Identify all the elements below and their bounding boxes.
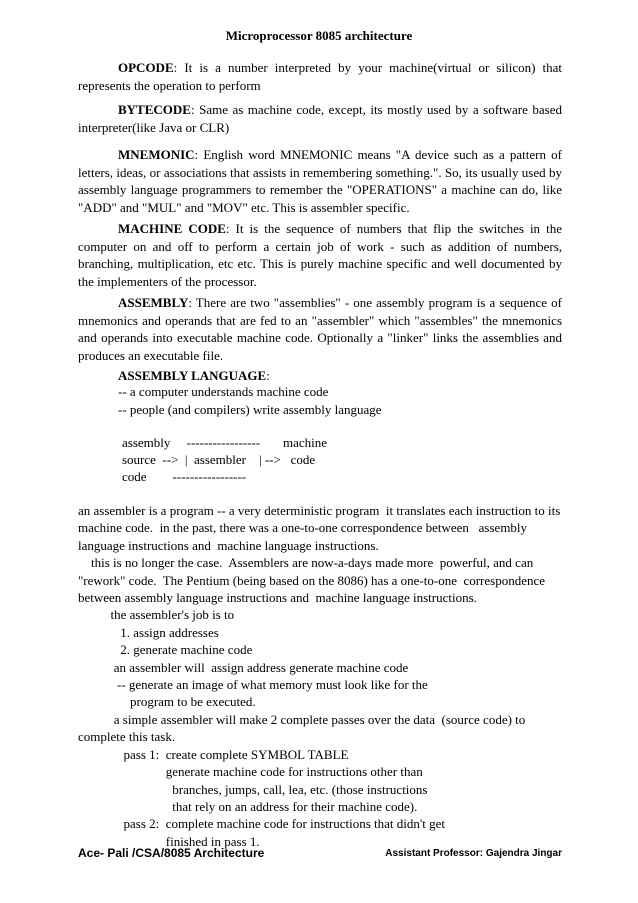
body-line: language instructions and machine language instructions. — [78, 537, 379, 553]
body-line: the assembler's job is to — [78, 607, 235, 623]
term-label: ASSEMBLY — [118, 295, 189, 310]
body-line: branches, jumps, call, lea, etc. (those instructions — [78, 781, 428, 797]
definition-assembly — [78, 294, 562, 364]
term-text: : There are two "assemblies" - one assembly program is a sequence of mnemonics and operands that are fed to an "assembler" which "assembles" the mnemonics and operands into executable machine code. Optionally a "linker" links the assemblies and produces an executable file. — [78, 295, 562, 363]
definition-bytecode — [78, 101, 562, 136]
footer-course: Ace- Pali /CSA/8085 Architecture — [78, 846, 265, 860]
definition-opcode — [78, 59, 562, 94]
body-line: machine code. in the past, there was a one-to-one correspondence between assembly — [78, 520, 528, 536]
body-line: pass 1: create complete SYMBOL TABLE — [78, 746, 349, 762]
page-footer — [78, 846, 562, 864]
diagram-row: source --> | assembler | --> code — [122, 452, 316, 467]
term-text: : English word MNEMONIC means "A device such as a pattern of letters, ideas, or associations that assists in remembering something.". So, its usually used by assembly language programmers to remember the "OPERATIONS" a machine can do, like "ADD" and "MUL" and "MOV" etc. This is assembler specific. — [78, 147, 562, 215]
body-line: program to be executed. — [78, 694, 256, 710]
body-line: "rework" code. The Pentium (being based on the 8086) has a one-to-one correspondence — [78, 572, 546, 588]
assembler-explanation — [78, 502, 578, 850]
body-line: this is no longer the case. Assemblers are now-a-days made more powerful, and can — [78, 555, 534, 571]
body-line: an assembler will assign address generate machine code — [78, 659, 409, 675]
section-heading: ASSEMBLY LANGUAGE — [118, 368, 267, 383]
body-line: finished in pass 1. — [78, 833, 260, 849]
definition-machine-code — [78, 220, 562, 290]
body-line: complete this task. — [78, 729, 176, 745]
body-line: generate machine code for instructions other than — [78, 764, 423, 780]
body-line: -- generate an image of what memory must look like for the — [78, 677, 428, 693]
term-text: : It is the sequence of numbers that flip the switches in the computer on and off to perform a certain job of work - such as addition of numbers, branching, multiplication, etc etc. This is purely machine specific and well documented by the implementers of the processor. — [78, 221, 562, 289]
definition-mnemonic — [78, 146, 562, 216]
body-line: 2. generate machine code — [78, 642, 253, 658]
body-line: pass 2: complete machine code for instructions that didn't get — [78, 816, 445, 832]
term-label: BYTECODE — [118, 102, 191, 117]
body-line: 1. assign addresses — [78, 624, 219, 640]
body-line: that rely on an address for their machine code). — [78, 798, 418, 814]
page-title: Microprocessor 8085 architecture — [225, 28, 413, 43]
term-text: : Same as machine code, except, its mostly used by a software based interpreter(like Java or CLR) — [78, 102, 562, 135]
footer-author: Assistant Professor: Gajendra Jingar — [385, 848, 562, 859]
body-line: between assembly language instructions and machine language instructions. — [78, 590, 477, 606]
diagram-row: assembly ----------------- machine — [122, 435, 328, 450]
body-line: an assembler is a program -- a very deterministic program it translates each instruction to its — [78, 503, 561, 518]
assembler-diagram — [122, 434, 327, 485]
term-label: MNEMONIC — [118, 147, 195, 162]
assembly-language-line: -- a computer understands machine code — [118, 384, 329, 399]
heading-colon: : — [266, 368, 270, 383]
term-text: : It is a number interpreted by your machine(virtual or silicon) that represents the operation to perform — [78, 60, 562, 93]
assembly-language-heading — [118, 368, 270, 384]
diagram-row: code ----------------- — [122, 469, 247, 484]
assembly-language-line: -- people (and compilers) write assembly language — [118, 402, 382, 417]
term-label: OPCODE — [118, 60, 174, 75]
term-label: MACHINE CODE — [118, 221, 226, 236]
body-line: a simple assembler will make 2 complete passes over the data (source code) to — [78, 711, 526, 727]
